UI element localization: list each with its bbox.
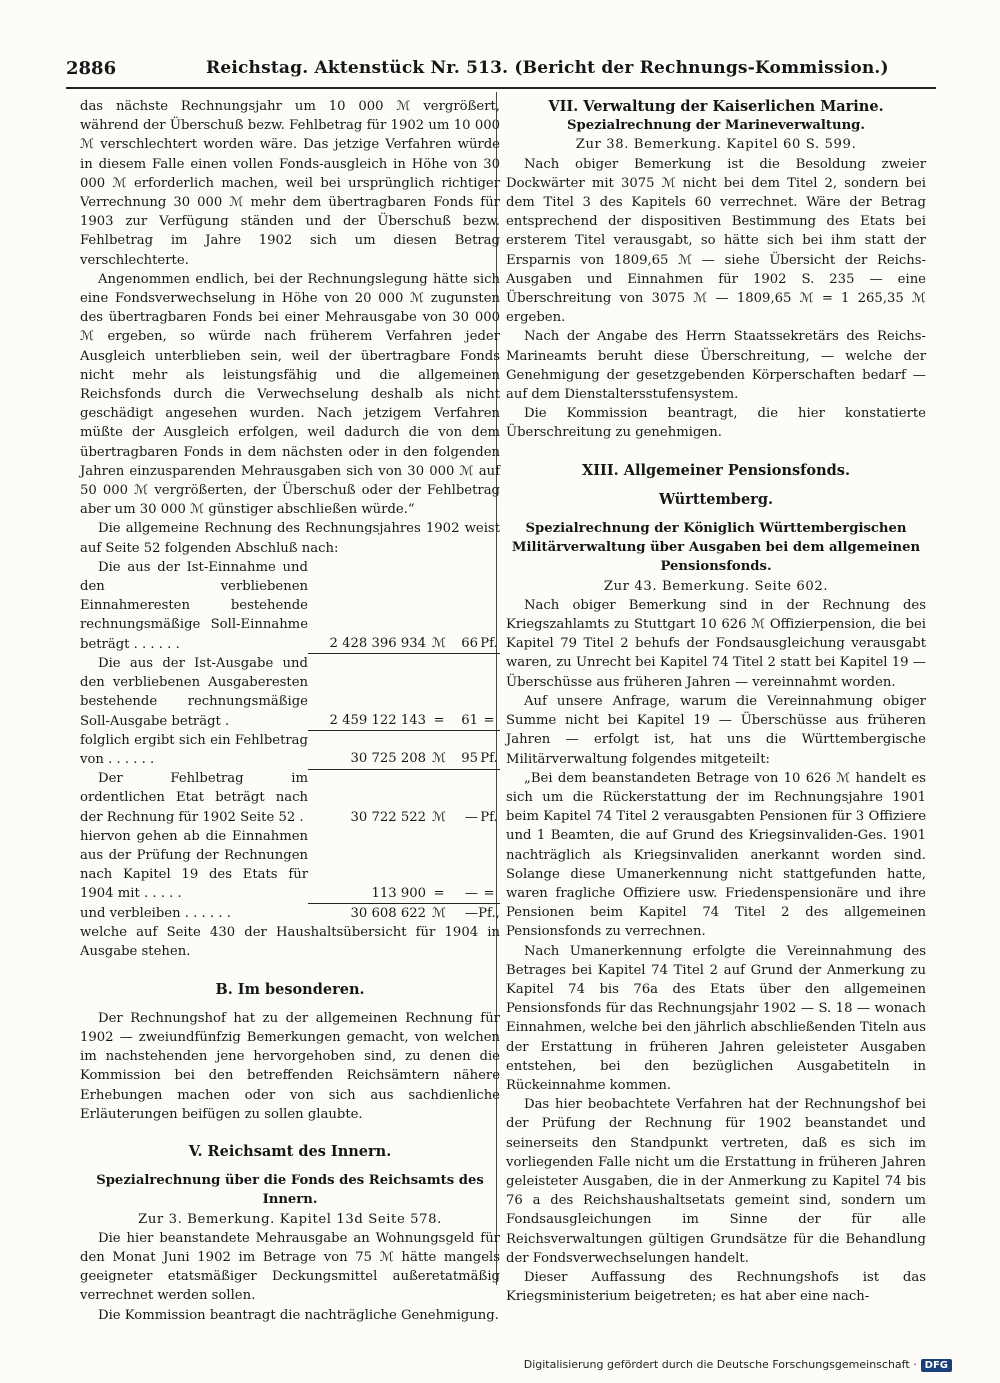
reference-line: Zur 3. Bemerkung. Kapitel 13d Seite 578. [138, 1211, 442, 1227]
account-pfennig: — [464, 809, 478, 825]
account-pfennig-unit: = [478, 827, 500, 904]
account-description: Der Fehlbetrag im ordentlichen Etat beträgt nach der Rechnung für 1902 Seite 52 . [80, 771, 308, 825]
account-pfennig-unit: = [478, 654, 500, 731]
account-pfennig: — [464, 906, 478, 922]
subsection-heading: Spezialrechnung über die Fonds des Reichsamts des Innern. [96, 1173, 484, 1208]
section-heading: VII. Verwaltung der Kaiserlichen Marine. [548, 98, 884, 115]
account-unit: ℳ [426, 731, 452, 769]
account-row [80, 827, 500, 904]
account-description: Die aus der Ist-Einnahme und den verbliebenen Einnahmeresten bestehende rechnungsmäßige Soll-Einnahme beträgt . . . . . . [80, 559, 308, 652]
account-unit: ℳ [431, 809, 447, 825]
paragraph: Die Kommission beantragt, die hier konstatierte Überschreitung zu genehmigen. [506, 406, 926, 441]
paragraph: Die Kommission beantragt die nachträgliche Genehmigung. [98, 1307, 499, 1323]
account-row [80, 654, 500, 731]
paragraph: Nach obiger Bemerkung sind in der Rechnung des Kriegszahlamts zu Stuttgart 10 626 ℳ Offizierpension, die bei Kapitel 79 Titel 2 behufs der Fondsausgleichung verausgabt waren, zu Unrecht bei Kapitel 74 Titel 2 statt bei Kapitel 19 — Überschüsse aus früheren Jahren — vereinnahmt worden. [506, 597, 926, 690]
paragraph: Nach obiger Bemerkung ist die Besoldung zweier Dockwärter mit 3075 ℳ nicht bei dem Titel 2, sondern bei dem Titel 3 des Kapitels 60 verrechnet. Wäre der Betrag entsprechend der dispositiven Bestimmung des Etats bei ersterem Titel verausgabt, so hätte sich bei ihm statt der Ersparnis von 1809,65 ℳ — siehe Übersicht der Reichs-Ausgaben und Einnahmen für 1902 S. 235 — eine Überschreitung von 3075 ℳ — 1809,65 ℳ = 1 265,35 ℳ ergeben. [506, 156, 926, 326]
account-unit: ℳ [426, 558, 452, 654]
account-amount: 2 459 122 143 [308, 654, 426, 731]
account-pfennig-unit: Pf. [480, 809, 498, 825]
quoted-paragraph: „Bei dem beanstandeten Betrage von 10 626 ℳ handelt es sich um die Rückerstattung der im Rechnungsjahre 1901 beim Kapitel 74 Titel 2 verausgabten Pensionen für 3 Offiziere und 1 Beamten, die auf Grund des Kriegsinvaliden-Ges. 1901 nachträglich als Kriegsinvaliden anerkannt worden sind. Solange diese Umanerkennung nicht stattgefunden hatte, waren fragliche Offiziere usw. Friedenspensionäre und ihre Pensionen beim Kapitel 74 Titel 2 des allgemeinen Pensionsfonds zu verrechnen. [506, 770, 926, 940]
account-pfennig: 61 [452, 654, 478, 731]
account-description: folglich ergibt sich ein Fehlbetrag von . . . . . . [80, 732, 308, 767]
account-row [80, 769, 500, 827]
account-unit: = [426, 654, 452, 731]
account-description: und verbleiben . . . . . . [80, 906, 231, 922]
account-unit: ℳ [431, 906, 447, 922]
account-pfennig: 66 [452, 558, 478, 654]
footer-text: Digitalisierung gefördert durch die Deutsche Forschungsgemeinschaft · [523, 1358, 917, 1371]
subsection-heading: Spezialrechnung der Marineverwaltung. [567, 118, 865, 134]
paragraph: Die allgemeine Rechnung des Rechnungsjahres 1902 weist auf Seite 52 folgenden Abschluß nach: [80, 521, 500, 556]
account-unit: = [426, 827, 452, 904]
page-header [66, 58, 936, 84]
account-pfennig: 95 [452, 731, 478, 769]
paragraph: Auf unsere Anfrage, warum die Vereinnahmung obiger Summe nicht bei Kapitel 19 — Überschüsse aus früheren Jahren — erfolgt ist, hat uns die Württembergische Militärverwaltung folgendes mitgeteilt: [506, 693, 926, 767]
subsection-heading: Württemberg. [658, 490, 774, 508]
paragraph: das nächste Rechnungsjahr um 10 000 ℳ vergrößert, während der Überschuß bezw. Fehlbetrag für 1902 um 10 000 ℳ verschlechtert worden wäre. Das jetzige Verfahren würde in diesem Falle einen vollen Fonds-ausgleich in Höhe von 30 000 ℳ erforderlich machen, weil bei ursprünglich richtiger Verrechnung 30 000 ℳ mehr dem übertragbaren Fonds für 1903 zur Verfügung ständen und der Überschuß bezw. Fehlbetrag im Jahre 1902 sich um diesen Betrag verschlechterte. [80, 99, 500, 268]
paragraph: Angenommen endlich, bei der Rechnungslegung hätte sich eine Fondsverwechselung in Höhe von 20 000 ℳ zugunsten des übertragbaren Fonds bei einer Mehrausgabe von 30 000 ℳ ergeben, so würde nach früherem Verfahren jeder Ausgleich unterblieben sein, weil der übertragbare Fonds nicht mehr als leistungsfähig und die allgemeinen Reichsfonds durch die Verwechselung deshalb als nicht geschädigt angesehen wurden. Nach jetzigem Verfahren müßte der Ausgleich erfolgen, weil dadurch die von dem übertragbaren Fonds in dem nächsten oder in den folgenden Jahren einzusparenden Mehrausgaben sich von 30 000 ℳ auf 50 000 ℳ vergrößerten, der Überschuß oder der Fehlbetrag aber um 30 000 ℳ günstiger abschließen würde.“ [80, 271, 500, 518]
paragraph: Dieser Auffassung des Rechnungshofs ist das Kriegsministerium beigetreten; es hat aber eine nach- [506, 1269, 926, 1305]
account-row [80, 904, 500, 924]
account-amount: 30 608 622 [350, 906, 426, 922]
account-row [80, 731, 500, 769]
account-pfennig: — [452, 827, 478, 904]
account-pfennig-unit: Pf. [478, 558, 500, 654]
section-heading: XIII. Allgemeiner Pensionsfonds. [582, 461, 850, 479]
section-heading: V. Reichsamt des Innern. [188, 1143, 392, 1161]
paragraph: Die hier beanstandete Mehrausgabe an Wohnungsgeld für den Monat Juni 1902 im Betrage von 75 ℳ hätte mangels geeigneter etatsmäßiger Deckungsmittel außeretatmäßig verrechnet werden sollen. [80, 1230, 500, 1304]
account-amount: 113 900 [308, 827, 426, 904]
running-title: Reichstag. Aktenstück Nr. 513. (Bericht der Rechnungs-Kommission.) [206, 58, 889, 78]
paragraph: welche auf Seite 430 der Haushaltsübersicht für 1904 in Ausgabe stehen. [80, 925, 500, 960]
account-amount: 30 725 208 [308, 731, 426, 769]
paragraph: Das hier beobachtete Verfahren hat der Rechnungshof bei der Prüfung der Rechnung für 1902 beanstandet und seinerseits den Standpunkt vertreten, daß es sich im vorliegenden Falle nicht um die Erstattung in früheren Jahren geleisteter Ausgaben, die in der Anmerkung zu Kapitel 74 bis 76 a des Reichshaushaltsetats gemeint sind, sondern um Fondsausgleichungen im Sinne der für alle Reichsverwaltungen gültigen Grundsätze für die Behandlung der Fondsverwechselungen handelt. [506, 1097, 926, 1266]
reference-line: Zur 43. Bemerkung. Seite 602. [603, 578, 829, 594]
left-column [80, 97, 500, 1325]
account-description: Die aus der Ist-Ausgabe und den verbliebenen Ausgaberesten bestehende rechnungsmäßige Soll-Ausgabe beträgt . [80, 655, 308, 729]
account-pfennig-unit: Pf., [478, 906, 500, 922]
dfg-logo: DFG [921, 1359, 952, 1372]
reference-line: Zur 38. Bemerkung. Kapitel 60 S. 599. [575, 137, 857, 153]
account-pfennig-unit: Pf. [478, 731, 500, 769]
paragraph: Der Rechnungshof hat zu der allgemeinen Rechnung für 1902 — zweiundfünfzig Bemerkungen gemacht, von welchen im nachstehenden jene hervorgehoben sind, zu denen die Kommission bei den betreffenden Reichsämtern nähere Erhebungen machen oder von sich aus sachdienliche Erläuterungen beifügen zu sollen glaubte. [80, 1010, 500, 1122]
digitization-footer [524, 1358, 952, 1372]
right-column [506, 97, 926, 1306]
paragraph: Nach Umanerkennung erfolgte die Vereinnahmung des Betrages bei Kapitel 74 Titel 2 auf Grund der Anmerkung zu Kapitel 74 bis 76a des Etats über den allgemeinen Pensionsfonds für das Rechnungsjahr 1902 — S. 18 — wonach Einnahmen, welche bei den jährlich abschließenden Titeln aus der Erstattung in früheren Jahren geleisteter Ausgaben entstehen, bei den bezüglichen Ausgabetiteln in Rückeinnahme kommen. [506, 943, 926, 1093]
section-heading: B. Im besonderen. [215, 980, 365, 998]
page-number: 2886 [66, 58, 117, 79]
paragraph: Nach der Angabe des Herrn Staatssekretärs des Reichs-Marineamts beruht diese Überschreitung, — welche der Genehmigung der gesetzgebenden Körperschaften bedarf — auf dem Dienstaltersstufensystem. [506, 329, 926, 403]
account-table [80, 558, 500, 923]
account-amount: 2 428 396 934 [308, 558, 426, 654]
account-description: hiervon gehen ab die Einnahmen aus der Prüfung der Rechnungen nach Kapitel 19 des Etats für 1904 mit . . . . . [80, 828, 308, 902]
account-amount: 30 722 522 [350, 809, 426, 825]
account-row [80, 558, 500, 654]
header-rule [66, 87, 936, 89]
subsection-heading: Spezialrechnung der Königlich Württembergischen Militärverwaltung über Ausgaben bei dem allgemeinen Pensionsfonds. [511, 521, 921, 575]
